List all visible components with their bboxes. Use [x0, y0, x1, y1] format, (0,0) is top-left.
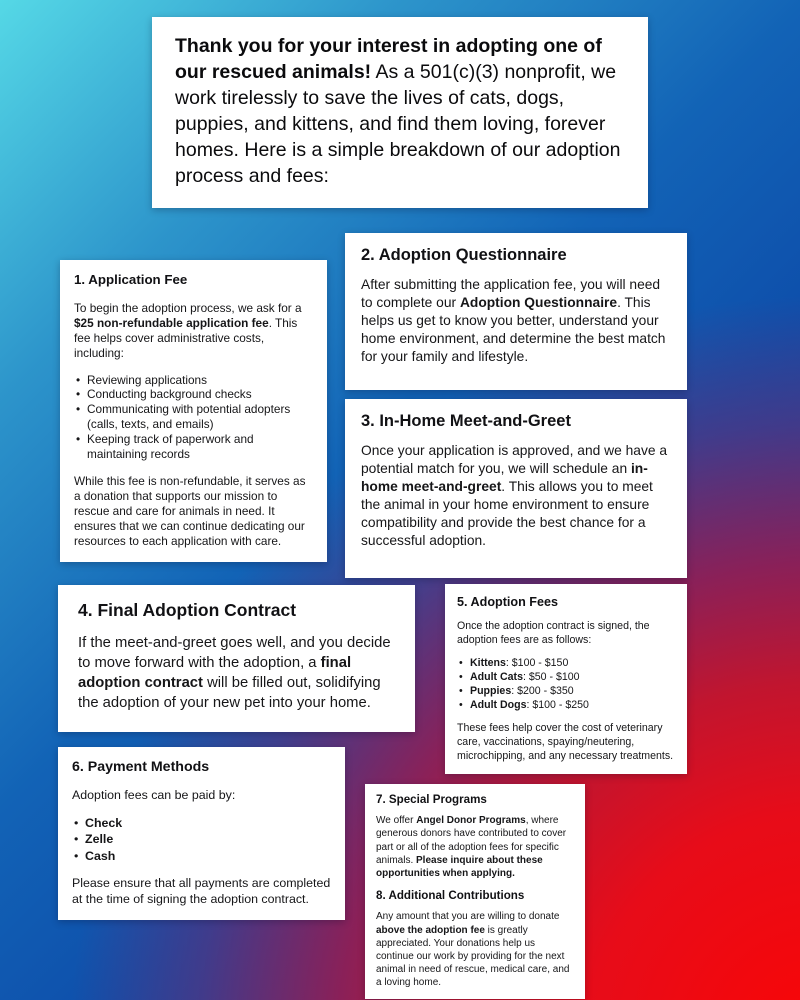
list-item: • Adult Dogs: $100 - $250: [457, 698, 675, 712]
section-card-payment-methods: [58, 747, 345, 920]
section-title-questionnaire: 2. Adoption Questionnaire: [361, 246, 567, 264]
list-item: • Puppies: $200 - $350: [457, 684, 675, 698]
section-card-meet-and-greet: [345, 399, 687, 578]
section-card-application-fee: [60, 260, 327, 562]
intro-text: Thank you for your interest in adopting one of our rescued animals! As a 501(c)(3) nonprofit, we work tirelessly to save the lives of cats, dogs, puppies, and kittens, and find them loving, forever homes. Here is a simple breakdown of our adoption process and fees:: [175, 35, 621, 187]
additional-contributions-body: Any amount that you are willing to donate above the adoption fee is greatly appreciated. Your donations help us continue our work by providing for the next animal in need of rescue, medical care, and a loving home.: [376, 911, 570, 989]
payment-methods-list: [72, 815, 331, 864]
section-title-meet-and-greet: 3. In-Home Meet-and-Greet: [361, 412, 571, 430]
meet-and-greet-body: Once your application is approved, and we have a potential match for you, we will schedule an in-home meet-and-greet. This allows you to meet the animal in your home environment to ensure compatibility and provide the best chance for a successful adoption.: [361, 443, 668, 548]
section-title-adoption-fees: 5. Adoption Fees: [457, 595, 558, 609]
adoption-fees-outro: These fees help cover the cost of veterinary care, vaccinations, spaying/neutering, microchipping, and any necessary treatments.: [457, 722, 674, 762]
adoption-fees-lead: Once the adoption contract is signed, the adoption fees are as follows:: [457, 620, 650, 646]
section-title-special-programs: 7. Special Programs: [376, 793, 487, 806]
intro-card: [152, 17, 648, 208]
section-title-payment-methods: 6. Payment Methods: [72, 759, 210, 775]
list-item: • Conducting background checks: [74, 387, 313, 402]
application-fee-list: [74, 373, 313, 462]
section-card-special-programs-and-contributions: [365, 784, 585, 999]
special-programs-body: We offer Angel Donor Programs, where generous donors have contributed to cover part or all of the adoption fees for specific animals. Please inquire about these opportunities when applying.: [376, 815, 567, 880]
list-item: • Keeping track of paperwork and maintaining records: [74, 432, 313, 462]
section-title-final-contract: 4. Final Adoption Contract: [78, 600, 297, 620]
payment-methods-outro: Please ensure that all payments are completed at the time of signing the adoption contract.: [72, 876, 331, 907]
list-item: • Reviewing applications: [74, 373, 313, 388]
list-item: • Kittens: $100 - $150: [457, 656, 675, 670]
list-item: • Communicating with potential adopters (calls, texts, and emails): [74, 402, 313, 432]
list-item: • Zelle: [72, 831, 331, 847]
application-fee-lead: To begin the adoption process, we ask for a $25 non-refundable application fee. This fee helps cover administrative costs, including:: [74, 300, 302, 360]
list-item: • Check: [72, 815, 331, 831]
application-fee-outro: While this fee is non-refundable, it serves as a donation that supports our mission to rescue and care for animals in need. It ensures that we can continue dedicating our resources to each application with care.: [74, 473, 306, 548]
section-card-questionnaire: [345, 233, 687, 390]
section-title-application-fee: 1. Application Fee: [74, 272, 188, 287]
final-contract-body: If the meet-and-greet goes well, and you decide to move forward with the adoption, a final adoption contract will be filled out, solidifying the adoption of your new pet into your home.: [78, 635, 391, 711]
questionnaire-body: After submitting the application fee, you will need to complete our Adoption Questionnaire. This helps us get to know you better, understand your home environment, and determine the best match for your family and lifestyle.: [361, 277, 666, 364]
list-item: • Cash: [72, 848, 331, 864]
payment-methods-lead: Adoption fees can be paid by:: [72, 788, 236, 803]
list-item: • Adult Cats: $50 - $100: [457, 670, 675, 684]
section-title-additional-contributions: 8. Additional Contributions: [376, 889, 525, 903]
section-card-adoption-fees: [445, 584, 687, 774]
adoption-fees-list: [457, 656, 675, 712]
section-card-final-contract: [58, 585, 415, 732]
